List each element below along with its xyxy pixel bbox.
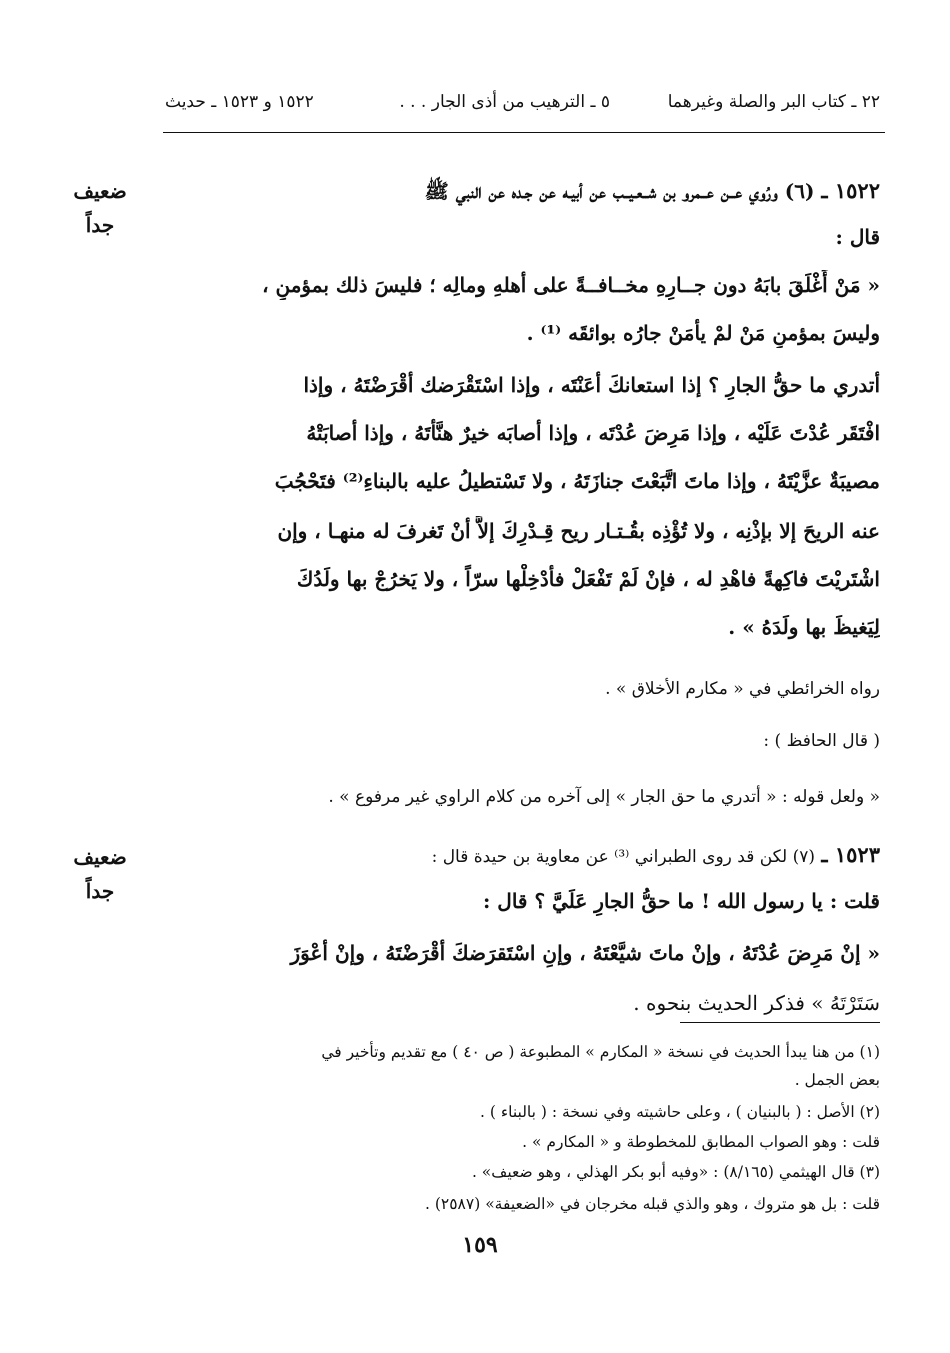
grade-qualifier: جداً [85,213,115,237]
footnote-line: بعض الجمل . [794,1071,880,1089]
grade-word: ضعيف [73,845,127,869]
hadith-text-line: قلت : يا رسول الله ! ما حقُّ الجارِ عَلَيَّ ؟ قال : [482,889,880,913]
hadith-source: رواه الخرائطي في « مكارم الأخلاق » . [605,679,880,699]
running-header [165,92,880,122]
hadith-text-line: اشْتَريْتَ فاكِهةً فاهْدِ له ، فإنْ لَمْ تَفْعَلْ فأدْخِلْها سرّاً ، ولا يَخرُجْ بها ولَدُكَ [296,567,880,591]
footnote-divider [680,1022,880,1023]
hadith-text-line: لِيَغيظَ بها ولَدَهُ » . [728,615,880,639]
footnote-line: قلت : وهو الصواب المطابق للمخطوطة و « المكارم » . [522,1133,880,1151]
hadith-text-line: « مَنْ أَغْلَقَ بابَهُ دون جــارِهِ مخــافــةً على أهلهِ ومالِه ؛ فليسَ ذلك بمؤمنٍ ، [262,273,880,297]
hadith-chain: (٧) لكن قد روى الطبراني ⁽³⁾ عن معاوية بن حيدة قال : [431,847,816,867]
grade-qualifier: جداً [85,879,115,903]
hadith-text-line: افْتَقَر عُدْتَ عَلَيْه ، وإذا مَرِضَ عُدْتَه ، وإذا أصابَه خيرٌ هنَّأْتَهُ ، وإذا أصابَتْهُ [306,421,880,445]
grade-note-1522 [60,174,140,242]
hadith-text-line: سَتَرْتَهُ » فذكر الحديث بنحوه . [633,991,880,1015]
footnote-line: (٢) الأصل : ( بالبنيان ) ، وعلى حاشيته وفي نسخة : ( بالبناء ) . [480,1103,880,1121]
hadith-text-line: أتدري ما حقُّ الجارِ ؟ إذا استعانكَ أعَنْتَه ، وإذا اسْتَقْرَضك أقْرَضْتَهُ ، وإذا [303,373,880,397]
hafiz-comment: « ولعل قوله : « أتدري ما حق الجار » إلى آخره من كلام الراوي غير مرفوع » . [328,787,880,807]
hadith-text-line: عنه الريحَ إلا بإذْنِه ، ولا تُؤْذِه بقُـتـار ريح قِـدْرِكَ إلاَّ أنْ تَغرفَ له منهـا ، وإن [277,519,880,543]
hadith-1522-intro [165,176,880,206]
hafiz-heading: ( قال الحافظ ) : [763,731,880,751]
hadith-number: ١٥٢٢ ـ [821,178,880,203]
hadith-text-line: « إنْ مَرِضَ عُدْتَهُ ، وإنْ ماتَ شيَّعْتَهُ ، وإنِ اسْتَقرَضكَ أقْرَضْتَهُ ، وإنْ أعْوَزَ [290,941,880,965]
hadith-text-line: وليسَ بمؤمنٍ مَنْ لمْ يأمَنْ جارُه بوائقَه ⁽¹⁾ . [526,321,880,345]
footnote-line: (٣) قال الهيثمي (٨/١٦٥) : «وفيه أبو بكر الهذلي ، وهو ضعيف» . [471,1163,880,1181]
header-chapter-title: ٥ ـ الترهيب من أذى الجار . . . [399,92,610,112]
hadith-number: ١٥٢٣ ـ [821,842,880,867]
grade-word: ضعيف [73,179,127,203]
header-divider [163,132,885,133]
hadith-chain: (٦) ورُوي عــن عــمرو بن شــعـيــب عن أبيـه عن جـده عن النبي ﷺ [424,179,815,203]
page-number: ١٥٩ [462,1232,498,1258]
header-book-title: ٢٢ ـ كتاب البر والصلة وغيرهما [667,92,880,112]
grade-note-1523 [60,840,140,908]
footnote-line: (١) من هنا يبدأ الحديث في نسخة « المكارم » المطبوعة ( ص ٤٠ ) مع تقديم وتأخير في [321,1043,880,1061]
hadith-text-line: مصيبَةٌ عزَّيْتَهُ ، وإذا ماتَ اتَّبَعْتَ جنازَتَهُ ، ولا تَسْتطيلُ عليه بالبناءِ⁽²⁾ فتَحْجُبَ [274,469,880,493]
hadith-1522-intro-cont: قال : [835,225,880,249]
header-hadith-range: ١٥٢٢ و ١٥٢٣ ـ حديث [165,92,314,112]
footnote-line: قلت : بل هو متروك ، وهو والذي قبله مخرجان في «الضعيفة» (٢٥٨٧) . [425,1195,880,1213]
hadith-1523-intro [165,840,880,872]
